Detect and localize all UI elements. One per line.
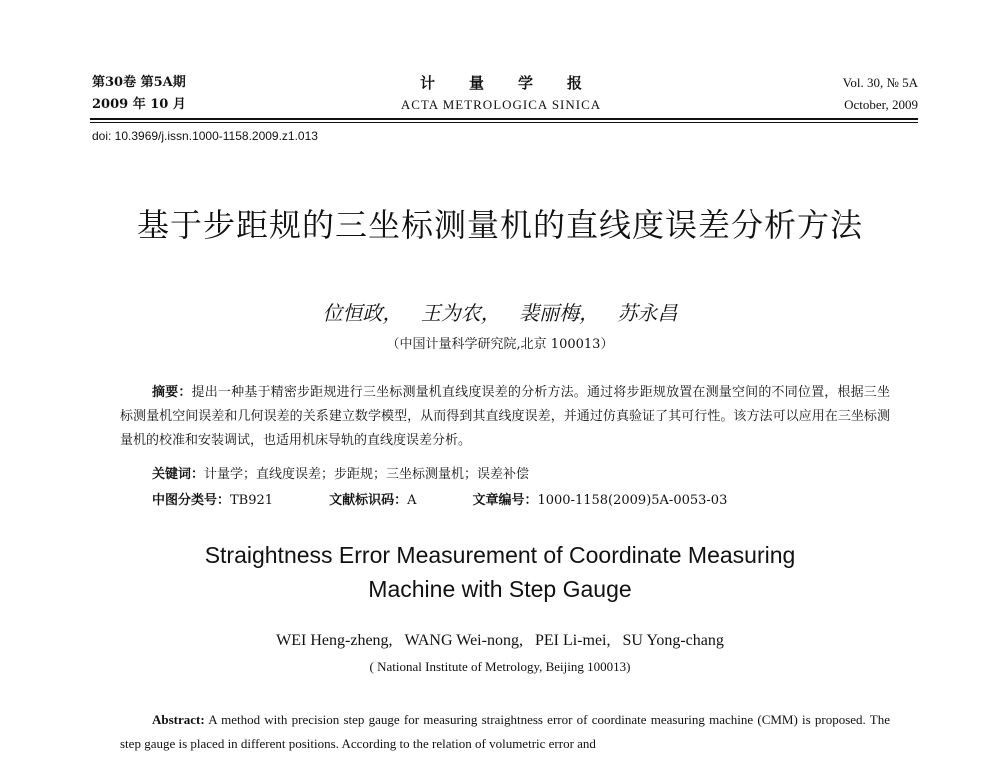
- volume-issue-en: Vol. 30, № 5A: [842, 75, 918, 90]
- title-en-line1: Straightness Error Measurement of Coordinate Measuring: [204, 542, 796, 568]
- abstract-en: [120, 708, 890, 756]
- author-en: SU Yong-chang: [622, 632, 724, 649]
- article-no-label: 文章编号：: [472, 493, 538, 508]
- abstract-en-label: Abstract:: [152, 712, 205, 727]
- header-right: [843, 72, 918, 116]
- journal-name-en: ACTA METROLOGICA SINICA: [400, 97, 602, 112]
- affiliation-cn: （中国计量科学研究院,北京 100013）: [386, 337, 614, 352]
- journal-name-cn: 计量学报: [420, 74, 617, 92]
- doc-code-value: A: [407, 493, 417, 508]
- date-cn: 2009 年 10 月: [92, 97, 186, 112]
- affiliation-en: ( National Institute of Metrology, Beijing 100013): [369, 659, 631, 674]
- doi: doi: 10.3969/j.issn.1000-1158.2009.z1.013: [92, 129, 318, 143]
- abstract-en-text: A method with precision step gauge for measuring straightness error of coordinate measuring machine (CMM) is proposed. The step gauge is placed in different positions. According to the relation of volumetric error and: [120, 712, 890, 751]
- title-en: [0, 538, 1000, 606]
- clc-value: TB921: [230, 493, 274, 508]
- article-no-value: 1000-1158(2009)5A-0053-03: [537, 493, 728, 508]
- classification-row: [152, 490, 727, 512]
- header-left: [92, 72, 186, 116]
- title-en-line2: Machine with Step Gauge: [368, 576, 632, 602]
- authors-en: [0, 632, 1000, 650]
- doc-code-label: 文献标识码：: [329, 493, 408, 508]
- author-en: PEI Li-mei,: [534, 632, 611, 649]
- authors-cn: [0, 297, 1000, 326]
- title-cn: 基于步距规的三坐标测量机的直线度误差分析方法: [136, 206, 863, 244]
- author-cn: 苏永昌: [617, 301, 678, 325]
- keywords-cn: [152, 464, 529, 486]
- keywords-label: 关键词：: [152, 467, 205, 482]
- clc-label: 中图分类号：: [152, 493, 231, 508]
- author-cn: 位恒政，: [322, 301, 403, 325]
- volume-issue-cn: 第30卷 第5A期: [92, 75, 186, 90]
- abstract-cn-label: 摘要：: [152, 385, 192, 400]
- abstract-cn: [120, 381, 890, 453]
- author-cn: 王为农，: [420, 301, 501, 325]
- author-cn: 裴丽梅，: [519, 301, 600, 325]
- date-en: October, 2009: [844, 97, 918, 112]
- header-rule-thick: [90, 118, 918, 120]
- abstract-cn-text: 提出一种基于精密步距规进行三坐标测量机直线度误差的分析方法。通过将步距规放置在测量空间的不同位置，根据三坐标测量机空间误差和几何误差的关系建立数学模型，从而得到其直线度误差，并通过仿真验证了其可行性。该方法可以应用在三坐标测量机的校准和安装调试，也适用机床导轨的直线度误差分析。: [120, 385, 890, 448]
- author-en: WANG Wei-nong,: [404, 632, 523, 649]
- author-en: WEI Heng-zheng,: [276, 632, 393, 649]
- header-center: [386, 72, 616, 116]
- keywords-text: 计量学；直线度误差；步距规；三坐标测量机；误差补偿: [204, 467, 530, 482]
- header-rule-thin: [90, 122, 918, 123]
